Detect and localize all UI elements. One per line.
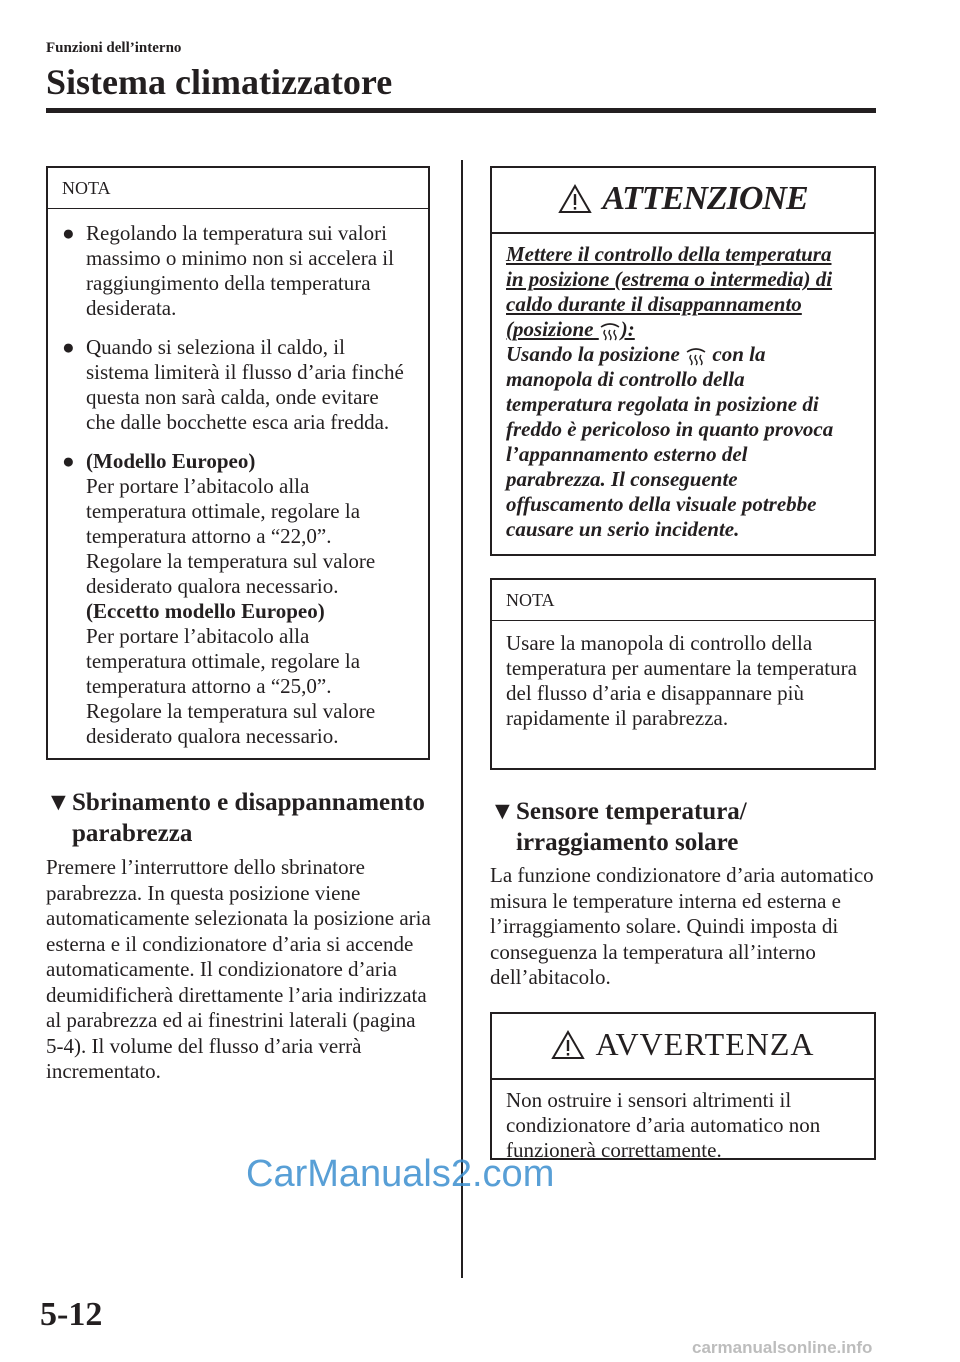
caution-pos-close: ): (620, 317, 635, 341)
note-heading: NOTA (492, 580, 874, 621)
caution-line: in posizione (estrema o intermedia) di (506, 267, 833, 291)
note-bullet-text: Regolando la temperatura sui valori massimo o minimo non si accelera il raggiungimento della temperatura desiderata. (86, 221, 394, 320)
note-bullet (48, 449, 428, 749)
bullet-dot-icon: ● (62, 449, 75, 473)
defroster-icon (685, 346, 707, 366)
page-number: 5-12 (40, 1296, 103, 1333)
section-heading-line: parabrezza (72, 820, 193, 847)
section-body: Premere l’interruttore dello sbrinatore parabrezza. In questa posizione viene automaticamente selezionata la posizione aria esterna e il condizionatore d’aria si accende automaticamente. Il condizionatore d’aria deumidificherà direttamente l’aria indirizzata al parabrezza ed ai finestrini laterali (pagina 5-4). Il volume del flusso d’aria verrà incrementato. (46, 855, 431, 1083)
triangle-down-icon: ▼ (46, 789, 71, 816)
warning-triangle-icon (558, 184, 592, 214)
caution-line: Mettere il controllo della temperatura (506, 242, 832, 266)
caution-line-a: Usando la posizione (506, 342, 680, 366)
caution-text: manopola di controllo della temperatura regolata in posizione di freddo è pericoloso in quanto provoca l’appannamento esterno del parabrezza. Il conseguente offuscamento della visuale potrebbe causare un serio incidente. (506, 367, 834, 541)
page-title: Sistema climatizzatore (46, 62, 393, 102)
defroster-icon (599, 321, 621, 341)
model-noneu-text: Per portare l’abitacolo alla temperatura ottimale, regolare la temperatura attorno a “25,0”. Regolare la temperatura sul valore desiderato qualora necessario. (86, 624, 376, 748)
footer-watermark: carmanualsonline.info (692, 1338, 873, 1357)
section-heading (490, 796, 876, 858)
caution-line-a-end: con la (712, 342, 766, 366)
model-noneu-label: (Eccetto modello Europeo) (86, 599, 325, 623)
model-eu-text: Per portare l’abitacolo alla temperatura ottimale, regolare la temperatura attorno a “22,0”. Regolare la temperatura sul valore desiderato qualora necessario. (86, 474, 376, 598)
warning-box (490, 1012, 876, 1160)
section-heading (46, 787, 446, 849)
note-bullet (48, 335, 428, 435)
caution-box (490, 166, 876, 556)
note-text: Usare la manopola di controllo della temperatura per aumentare la temperatura del flusso d’aria e disappannare più rapidamente il parabrezza. (506, 631, 857, 730)
caution-pos-open: (posizione (506, 317, 594, 341)
title-rule (46, 108, 876, 113)
note-box (490, 578, 876, 770)
note-bullet-text: Quando si seleziona il caldo, il sistema limiterà il flusso d’aria finché questa non sarà calda, onde evitare che dalle bocchette esca aria fredda. (86, 335, 404, 434)
warning-triangle-icon (551, 1030, 585, 1060)
section-label: Funzioni dell’interno (46, 40, 182, 56)
bullet-dot-icon: ● (62, 221, 75, 245)
column-divider (461, 160, 463, 1278)
caution-header (492, 168, 874, 234)
section-heading-line: irraggiamento solare (516, 829, 739, 856)
bullet-dot-icon: ● (62, 335, 75, 359)
model-eu-label: (Modello Europeo) (86, 449, 256, 473)
note-heading: NOTA (48, 168, 428, 209)
warning-text: Non ostruire i sensori altrimenti il condizionatore d’aria automatico non funzionerà correttamente. (506, 1088, 821, 1162)
triangle-down-icon: ▼ (490, 798, 515, 825)
watermark: CarManuals2.com (246, 1153, 555, 1195)
note-bullet-text (86, 449, 412, 749)
section-body: La funzione condizionatore d’aria automatico misura le temperature interna ed esterna e l’irraggiamento solare. Quindi imposta di conseguenza la temperatura all’interno dell’abitacolo. (490, 863, 874, 989)
caution-line: caldo durante il disappannamento (506, 292, 802, 316)
section-heading-line: Sensore temperatura/ (516, 798, 747, 825)
note-box (46, 166, 430, 760)
caution-title: ATTENZIONE (602, 180, 808, 217)
warning-title: AVVERTENZA (595, 1026, 815, 1062)
note-bullet (48, 221, 428, 321)
section-heading-line: Sbrinamento e disappannamento (72, 789, 425, 816)
warning-header (492, 1014, 874, 1080)
